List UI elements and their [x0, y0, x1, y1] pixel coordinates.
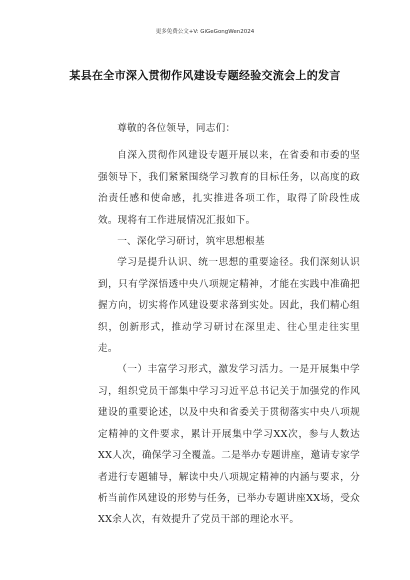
header-note: 更多免费公文+V: GiGeGongWen2024: [155, 29, 255, 35]
paragraph: 学习是提升认识、统一思想的重要途径。我们深刻认识到，只有学深悟透中央八项规定精神，才能在实践中准确把握方向，切实将作风建设要求落到实处。因此，我们精心组织，创新形式，推动学习研讨在深里走、往心里走往实里走。: [98, 257, 360, 355]
salutation: 尊敬的各位领导，同志们：: [117, 123, 236, 134]
paragraph: 自深入贯彻作风建设专题开展以来，在省委和市委的坚强领导下，我们紧紧围绕学习教育的目标任务，以高度的政治责任感和使命感，扎实推进各项工作，取得了阶段性成效。现将有工作进展情况汇报如下。: [98, 150, 360, 226]
document-body: [98, 118, 360, 531]
document-title: 某县在全市深入贯彻作风建设专题经验交流会上的发言: [69, 69, 341, 82]
section-heading: 一、深化学习研讨，筑牢思想根基: [117, 236, 265, 248]
paragraph: （一）丰富学习形式，激发学习活力。一是开展集中学习，组织党员干部集中学习习近平总书记关于加强党的作风建设的重要论述，以及中央和省委关于贯彻落实中央八项规定精神的文件要求，累计开展集中学习XX次，参与人数达XX人次，确保学习全覆盖。二是举办专题讲座，邀请专家学者进行专题辅导，解读中央八项规定精神的内涵与要求，分析当前作风建设的形势与任务，已举办专题讲座XX场，受众XX余人次，有效提升了党员干部的理论水平。: [98, 364, 360, 526]
